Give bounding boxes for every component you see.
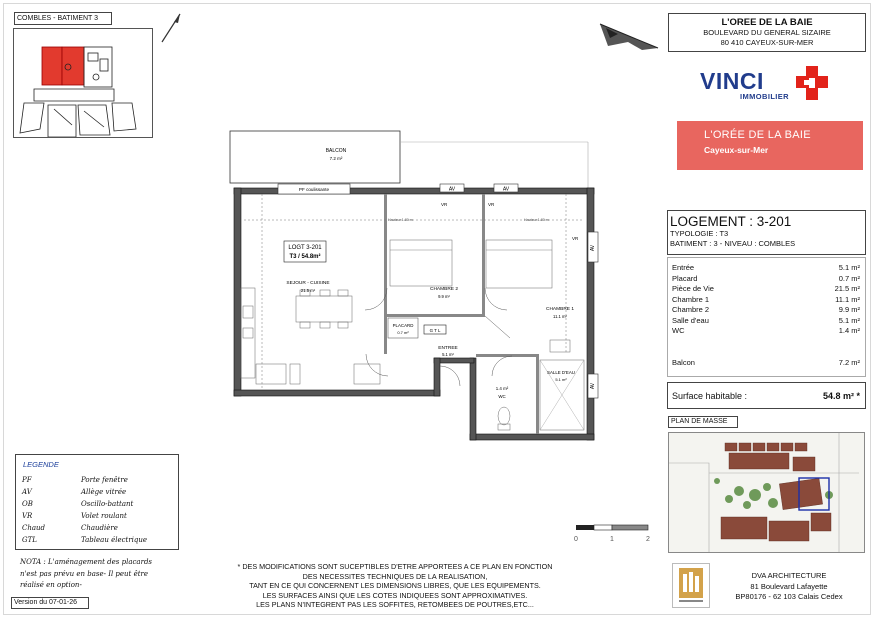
chambre2-area: 9.9 m²	[438, 294, 450, 299]
bed-chambre2	[390, 240, 452, 286]
legend-abbr: GTL	[22, 536, 37, 544]
bed-chambre1	[486, 240, 552, 288]
scale-tick-0: 0	[574, 536, 578, 543]
legend-desc: Oscillo-battant	[81, 500, 134, 508]
scale-segment	[594, 525, 612, 530]
legend-abbr: PF	[22, 476, 32, 484]
legend-abbr: VR	[22, 512, 33, 520]
av-label: AV	[502, 186, 510, 193]
surface-value: 9.9 m²	[838, 305, 860, 314]
vr-label: VR	[441, 202, 448, 207]
legend-box	[15, 454, 179, 550]
architect-address-1: 81 Boulevard Lafayette	[750, 581, 828, 591]
vr-label: VR	[572, 236, 579, 241]
surface-label: Salle d'eau	[672, 315, 709, 325]
logt-subtitle: T3 / 54.8m²	[289, 254, 321, 260]
legend-desc: Volet roulant	[81, 512, 127, 520]
legend-desc: Allège vitrée	[81, 488, 127, 496]
plan-masse-drawing	[668, 432, 865, 553]
pf-label: PF coulissante	[298, 187, 330, 192]
scale-tick-2: 2	[646, 536, 650, 543]
habitable-label: Surface habitable :	[672, 391, 748, 401]
version-label: Version du 07-01-26	[11, 597, 89, 609]
disclaimer-line: LES PLANS N'INTEGRENT PAS LES SOFFITES, RETOMBEES DE POUTRES,ETC...	[256, 600, 534, 609]
surface-value: 11.1 m²	[835, 294, 860, 304]
scale-tick-1: 1	[610, 536, 614, 543]
compass-arrow-icon	[598, 20, 660, 54]
legend-item	[22, 536, 172, 547]
entree-area: 5.1 m²	[442, 352, 454, 357]
surface-value: 1.4 m²	[838, 326, 860, 335]
chambre2-label: CHAMBRE 2	[430, 287, 458, 292]
legend-title: LEGENDE	[23, 460, 59, 469]
legend-desc: Tableau électrique	[81, 536, 148, 544]
placard-outline	[388, 318, 418, 338]
vinci-logo	[700, 66, 830, 106]
vinci-cross-icon	[796, 66, 828, 100]
habitable-value: 54.8 m² *	[822, 391, 860, 401]
surface-row	[672, 263, 863, 273]
sde-label: SALLE D'EAU	[547, 370, 575, 375]
balcon-label: Balcon	[672, 358, 695, 367]
slope-lines	[244, 194, 582, 390]
vr-label: VR	[488, 202, 495, 207]
vinci-wordmark: VINCI	[700, 68, 764, 94]
logement-info	[667, 210, 866, 255]
scale-segment	[576, 525, 594, 530]
habitable-surface	[667, 382, 866, 409]
ceiling-height-label: Hauteur 1.80 m	[524, 218, 549, 222]
legend-item	[22, 500, 172, 511]
toilet-bowl	[498, 407, 510, 425]
washbasin	[550, 340, 570, 352]
legend-abbr: AV	[22, 488, 32, 496]
gtl-label: G T L	[429, 328, 441, 333]
disclaimer	[222, 562, 568, 610]
placard-label: PLACARD	[392, 323, 414, 328]
ceiling-height-label: Hauteur 1.80 m	[388, 218, 413, 222]
legend-desc: Chaudière	[81, 524, 118, 532]
project-banner	[677, 121, 863, 170]
architect-info	[712, 571, 866, 603]
project-title: L'OREE DE LA BAIE	[721, 17, 813, 28]
disclaimer-line: TANT EN CE QUI CONCERNENT LES DIMENSIONS LIBRES, QUE LES EQUIPEMENTS.	[249, 581, 541, 590]
placard-area: 0.7 m²	[397, 330, 409, 335]
plan-masse-label: PLAN DE MASSE	[668, 416, 738, 428]
address-line-1: BOULEVARD DU GENERAL SIZAIRE	[703, 28, 831, 37]
balcon-row	[672, 358, 863, 368]
surface-row	[672, 316, 863, 326]
logement-batiment: BATIMENT : 3 - NIVEAU : COMBLES	[670, 238, 796, 248]
logt-title: LOGT 3-201	[288, 245, 322, 251]
surfaces-table	[667, 257, 866, 377]
project-header	[668, 13, 866, 52]
wc-label: WC	[498, 394, 506, 399]
sde-area: 5.1 m²	[555, 377, 567, 382]
av-label: AV	[590, 382, 596, 390]
scale-bar	[570, 521, 654, 545]
balcony-area: 7.2 m²	[329, 156, 343, 161]
keyplan-svg	[14, 29, 153, 138]
sejour-area: 21.5 m²	[300, 288, 316, 293]
note-line: réalisé en option-	[20, 581, 82, 589]
disclaimer-line: DES NECESSITES TECHNIQUES DE LA REALISATION,	[302, 571, 488, 581]
scale-segment	[612, 525, 648, 530]
surface-row	[672, 274, 863, 284]
balcony-outline	[230, 131, 400, 183]
disclaimer-line: LES SURFACES AINSI QUE LES COTES INDIQUEES SONT APPROXIMATIVES.	[262, 590, 528, 600]
wc-area: 1.4 m²	[495, 386, 509, 391]
surface-row	[672, 284, 863, 294]
legend-item	[22, 512, 172, 523]
entree-label: ENTREE	[438, 346, 458, 351]
surface-value: 21.5 m²	[834, 284, 860, 293]
logement-typologie: TYPOLOGIE : T3	[670, 229, 729, 238]
legend-item	[22, 476, 172, 487]
surface-value: 5.1 m²	[838, 263, 860, 272]
interior-walls	[384, 194, 539, 434]
logement-title: LOGEMENT : 3-201	[670, 214, 792, 229]
banner-subtitle: Cayeux-sur-Mer	[704, 145, 769, 155]
vinci-subtitle: IMMOBILIER	[740, 92, 789, 101]
note-line: n'est pas prévu en base- Il peut être	[20, 569, 149, 578]
surface-label: WC	[672, 326, 685, 335]
legend-item	[22, 524, 172, 535]
sejour-label: SEJOUR - CUISINE	[286, 281, 330, 286]
surface-value: 0.7 m²	[838, 273, 860, 283]
note-line: NOTA : L'aménagement des placards	[20, 558, 153, 566]
north-arrow-icon	[160, 10, 184, 44]
address-line-2: 80 410 CAYEUX-SUR-MER	[720, 38, 814, 47]
surface-row	[672, 305, 863, 315]
balcon-value: 7.2 m²	[838, 358, 860, 367]
banner-title: L'ORÉE DE LA BAIE	[704, 129, 811, 141]
surface-row	[672, 326, 863, 336]
legend-abbr: OB	[22, 500, 33, 508]
keyplan-title: COMBLES - BATIMENT 3	[14, 12, 112, 25]
surface-label: Chambre 2	[672, 305, 710, 314]
disclaimer-line: * DES MODIFICATIONS SONT SUCEPTIBLES D'ETRE APPORTEES A CE PLAN EN FONCTION	[237, 562, 553, 571]
legend-item	[22, 488, 172, 499]
surface-value: 5.1 m²	[838, 315, 860, 325]
surface-row	[672, 295, 863, 305]
surface-label: Placard	[672, 273, 698, 283]
dva-architecture-logo	[672, 563, 710, 608]
architect-name: DVA ARCHITECTURE	[751, 571, 827, 580]
surface-label: Pièce de Vie	[672, 284, 714, 293]
keyplan-drawing	[13, 28, 153, 138]
plan-masse-svg	[669, 433, 865, 553]
architect-address-2: BP80176 - 62 103 Calais Cedex	[735, 592, 843, 601]
dva-mark-icon	[673, 564, 709, 607]
av-label: AV	[448, 186, 456, 193]
chambre1-area: 11.1 m²	[553, 314, 567, 319]
surface-label: Entrée	[672, 263, 695, 272]
balcony-label: BALCON	[325, 148, 347, 154]
legend-note	[20, 557, 170, 592]
legend-desc: Porte fenêtre	[81, 476, 128, 484]
surface-label: Chambre 1	[672, 294, 710, 304]
floor-plan	[226, 128, 616, 446]
av-label: AV	[590, 244, 596, 252]
legend-abbr: Chaud	[22, 524, 46, 532]
chambre1-label: CHAMBRE 1	[546, 307, 574, 312]
